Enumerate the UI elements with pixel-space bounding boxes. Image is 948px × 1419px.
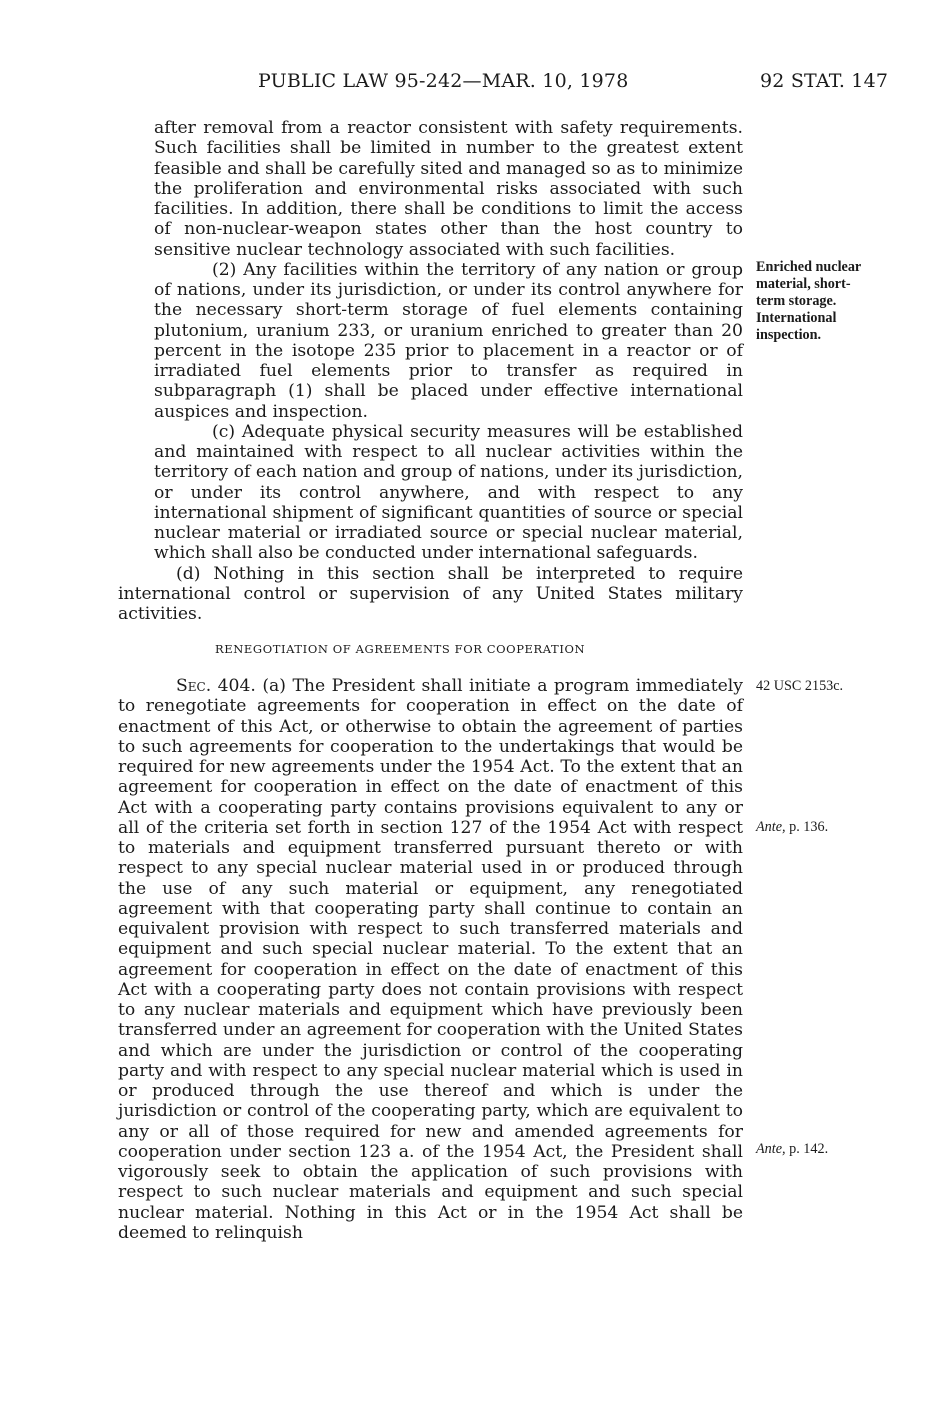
margin-note-ante-136: Ante, p. 136. [756, 819, 829, 835]
paragraph-d: (d) Nothing in this section shall be interpreted to require international control or supervision of any United States military activities. [118, 563, 743, 624]
paragraph-2: (2) Any facilities within the territory of any nation or group of nations, under its jurisdiction, or under its control anywhere for the necessary short-term storage of fuel elements containing plutonium, uranium 233, or uranium enriched to greater than 20 percent in the isotope 235 prior to placement in a reactor or of irradiated fuel elements prior to transfer as required in subparagraph (1) shall be placed under effective international auspices and inspection. [154, 259, 743, 422]
section-heading: RENEGOTIATION OF AGREEMENTS FOR COOPERATION [215, 642, 586, 656]
running-header-left: PUBLIC LAW 95-242—MAR. 10, 1978 [258, 70, 629, 92]
continuation-paragraph: after removal from a reactor consistent with safety requirements. Such facilities shall be limited in number to the greatest extent feasible and shall be carefully sited and managed so as to minimize the proliferation and environmental risks associated with such facilities. In addition, there shall be conditions to limit the access of non-nuclear-weapon states other than the host country to sensitive nuclear technology associated with such facilities. [154, 118, 743, 260]
margin-note-usc: 42 USC 2153c. [756, 678, 844, 694]
margin-note-enriched: Enriched nuclear material, short- term storage. International inspection. [756, 259, 862, 343]
section-404-paragraph [118, 676, 743, 1243]
main-column-bottom [118, 676, 743, 1243]
section-404-text: (a) The President shall initiate a program immediately to renegotiate agreements for cooperation in effect on the date of enactment of this Act, or otherwise to obtain the agreement of parties to such agreements for cooperation to the undertakings that would be required for new agreements under the 1954 Act. To the extent that an agreement for cooperation in effect on the date of enactment of this Act with a cooperating party contains provisions equivalent to any or all of the criteria set forth in section 127 of the 1954 Act with respect to materials and equipment transferred pursuant thereto or with respect to any special nuclear material used in or produced through the use of any such material or equipment, any renegotiated agreement with that cooperating party shall continue to contain an equivalent provision with respect to such transferred materials and equipment and such special nuclear material. To the extent that an agreement for cooperation in effect on the date of enactment of this Act with a cooperating party does not contain provisions with respect to any nuclear materials and equipment which have previously been transferred under an agreement for cooperation with the United States and which are under the jurisdiction or control of the cooperating party and with respect to any special nuclear material which is used in or produced through the use thereof and which is under the jurisdiction or control of the cooperating party, which are equivalent to any or all of those required for new and amended agreements for cooperation under section 123 a. of the 1954 Act, the President shall vigorously seek to obtain the application of such provisions with respect to such nuclear materials and equipment and such special nuclear material. Nothing in this Act or in the 1954 Act shall be deemed to relinquish [118, 676, 743, 1243]
section-number: Sec. 404. [176, 676, 256, 696]
paragraph-c: (c) Adequate physical security measures will be established and maintained with respect to all nuclear activities within the territory of each nation and group of nations, under its jurisdiction, or under its control anywhere, and with respect to any international shipment of significant quantities of source or special nuclear material or irradiated source or special nuclear material, which shall also be conducted under international safeguards. [154, 421, 743, 564]
margin-note-ante-142: Ante, p. 142. [756, 1141, 829, 1157]
main-column-top [118, 118, 743, 624]
running-header-right: 92 STAT. 147 [760, 70, 889, 92]
